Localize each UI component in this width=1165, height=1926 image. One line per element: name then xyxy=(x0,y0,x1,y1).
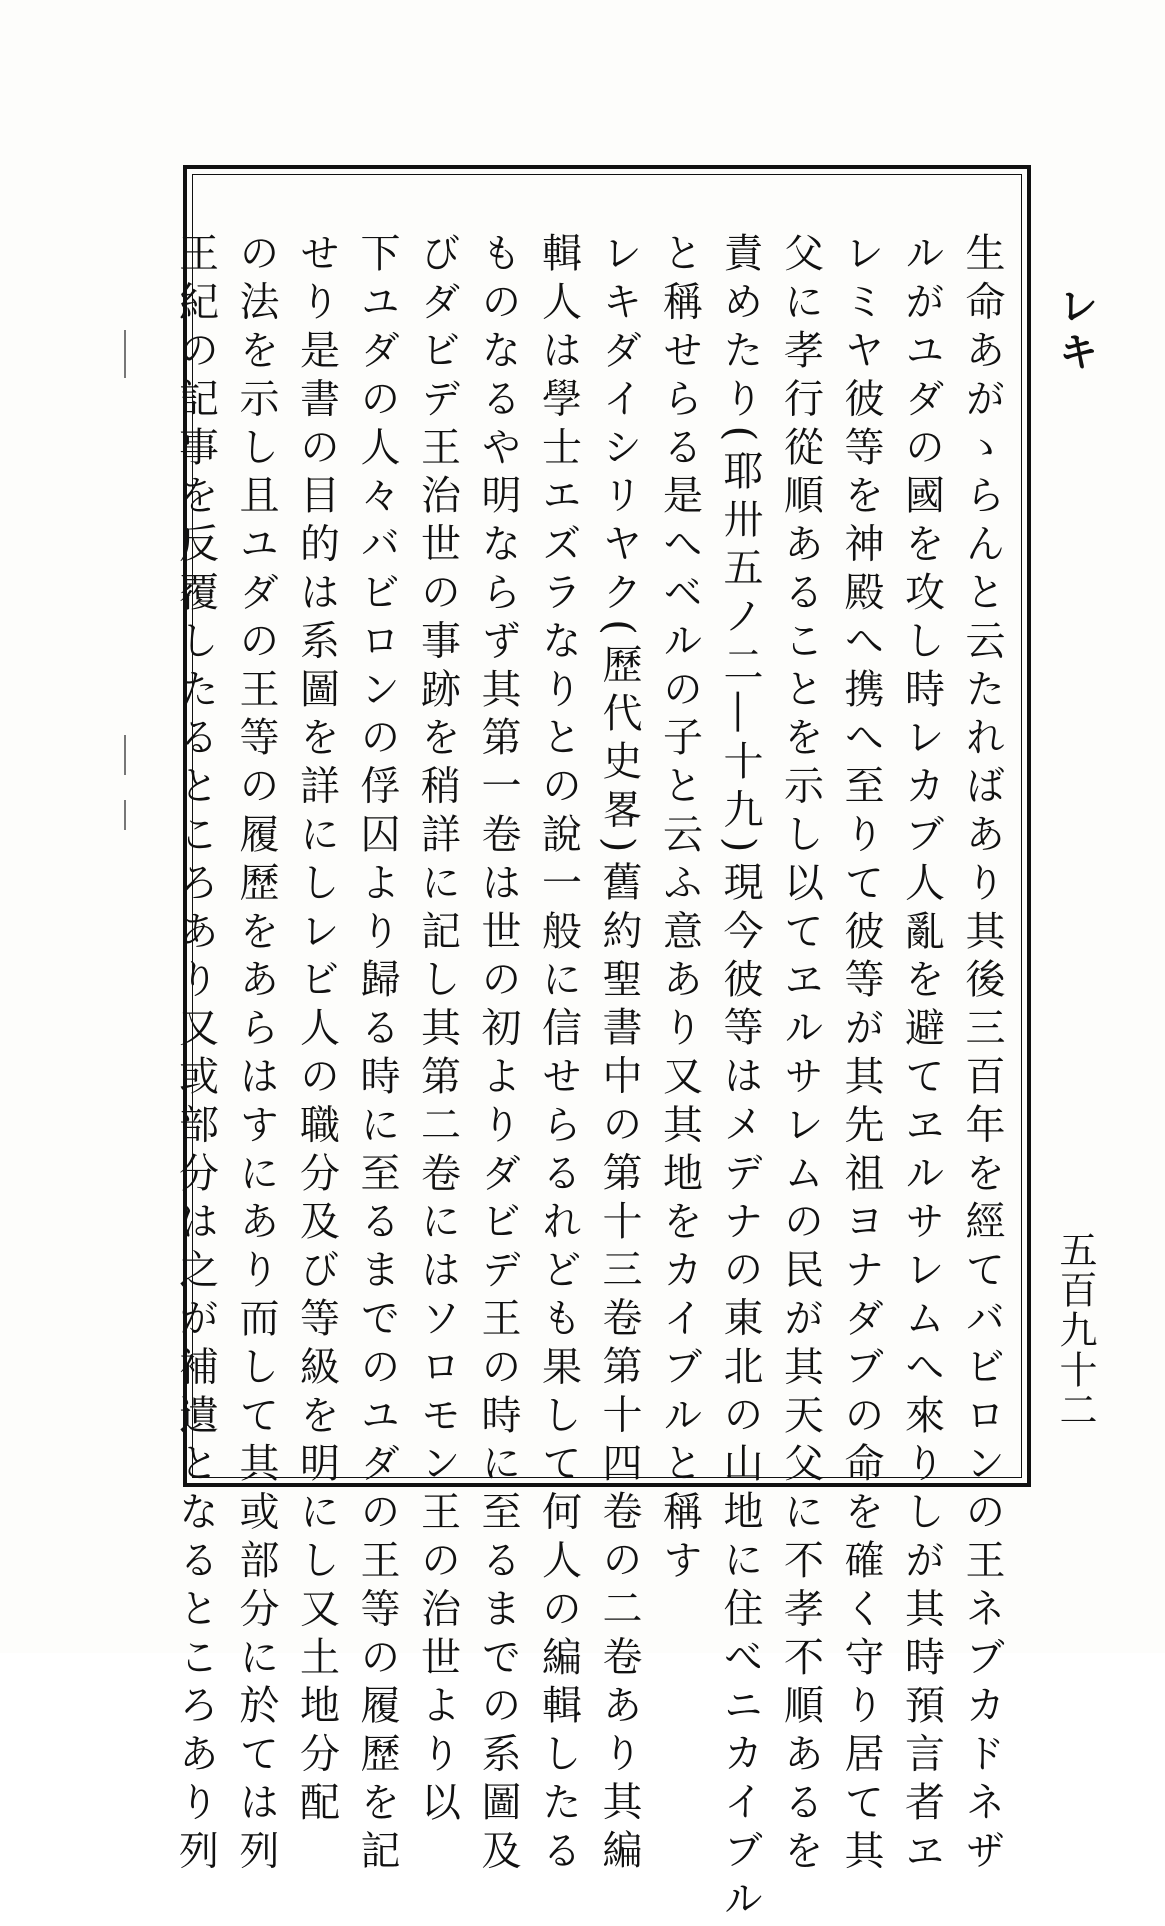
page-number: 五百九十二 xyxy=(1053,1230,1097,1430)
text-column: 生命あがゝらんと云たればあり其後三百年を經てバビロンの王ネブカドネザ xyxy=(959,232,1005,1878)
text-column: びダビデ王治世の事跡を稍詳に記し其第二卷にはソロモン王の治世より以 xyxy=(414,232,461,1830)
running-header: レキ xyxy=(1052,285,1099,377)
text-column: 輯人は學士エズラなりとの說一般に信せらるれども果して何人の編輯したる xyxy=(535,232,582,1878)
text-column: 下ユダの人々バビロンの俘囚より歸る時に至るまでのユダの王等の履歷を記 xyxy=(354,232,400,1878)
text-column: と稱せらる是へベルの子と云ふ意あり又其地をカイブルと稱す xyxy=(656,232,703,1588)
margin-mark xyxy=(124,735,126,775)
body-text xyxy=(172,232,1012,1926)
text-column: 責めたり(耶卅五ノ二―十九)現今彼等はメデナの東北の山地に住べニカイブル xyxy=(717,232,763,1926)
text-column: ものなるや明ならず其第一卷は世の初よりダビデ王の時に至るまでの系圖及 xyxy=(475,232,521,1878)
text-column: 王紀の記事を反覆したるところあり又或部分は之が補遺となるところあり列 xyxy=(172,232,219,1878)
text-column: せり是書の目的は系圖を詳にしレビ人の職分及び等級を明にし又土地分配 xyxy=(293,232,340,1830)
entry-heading-column: レキダイシリヤク(歷代史畧)舊約聖書中の第十三卷第十四卷の二卷あり其編 xyxy=(596,232,642,1878)
margin-mark xyxy=(124,800,126,830)
text-column: レミヤ彼等を神殿へ携へ至りて彼等が其先祖ヨナダブの命を確く守り居て其 xyxy=(838,232,884,1878)
text-column: の法を示し且ユダの王等の履歷をあらはすにあり而して其或部分に於ては列 xyxy=(233,232,279,1878)
text-column: ルがユダの國を攻し時レカブ人亂を避てヱルサレムへ來りしが其時預言者ヱ xyxy=(898,232,945,1878)
text-column: 父に孝行從順あることを示し以てヱルサレムの民が其天父に不孝不順あるを xyxy=(777,232,824,1878)
margin-mark xyxy=(124,330,126,378)
